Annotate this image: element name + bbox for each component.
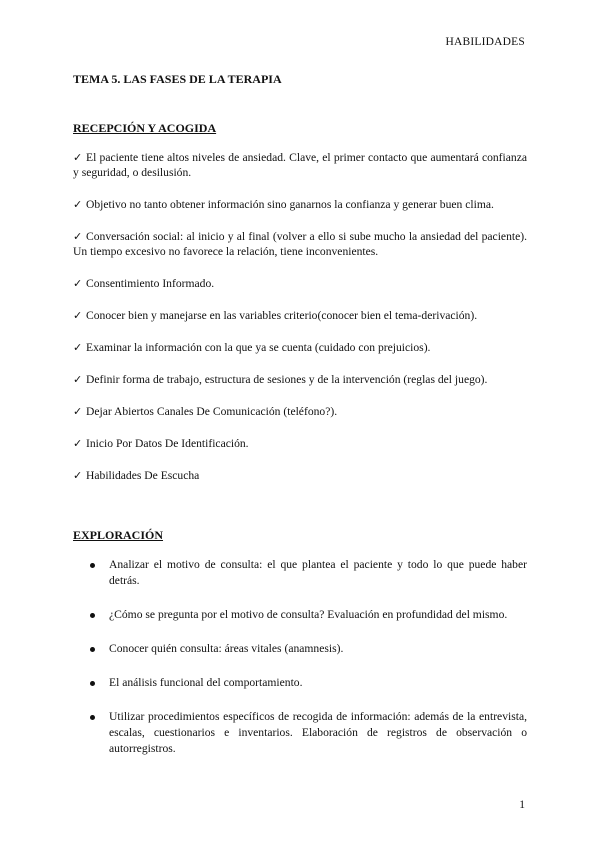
check-icon: ✓	[73, 309, 83, 322]
checklist-item-text: El paciente tiene altos niveles de ansiedad. Clave, el primer contacto que aumentará confianza y seguridad, o desilusión.	[73, 151, 527, 179]
checklist-item-text: Dejar Abiertos Canales De Comunicación (teléfono?).	[86, 405, 338, 418]
bullet-item-text: Analizar el motivo de consulta: el que plantea el paciente y todo lo que puede haber detrás.	[109, 558, 527, 587]
bullet-item-text: Conocer quién consulta: áreas vitales (anamnesis).	[109, 642, 344, 655]
checklist-item-text: Consentimiento Informado.	[86, 277, 215, 290]
checklist-item	[73, 229, 527, 259]
checklist-item	[73, 436, 527, 451]
section-heading-exploration: EXPLORACIÓN	[73, 528, 164, 542]
check-icon: ✓	[73, 277, 83, 290]
checklist-item	[73, 404, 527, 419]
checklist-item-text: Examinar la información con la que ya se cuenta (cuidado con prejuicios).	[86, 341, 431, 354]
bullet-icon	[90, 563, 95, 568]
checklist-item	[73, 197, 527, 212]
page-number: 1	[519, 799, 525, 811]
checklist-item-text: Conocer bien y manejarse en las variables criterio(conocer bien el tema-derivación).	[86, 309, 478, 322]
check-icon: ✓	[73, 405, 83, 418]
bullet-item	[73, 709, 527, 757]
bullet-item	[73, 607, 527, 623]
bullet-icon	[90, 715, 95, 720]
exploration-bullet-list	[73, 557, 527, 757]
page-content	[73, 72, 527, 775]
check-icon: ✓	[73, 151, 83, 164]
bullet-icon	[90, 681, 95, 686]
bullet-item	[73, 641, 527, 657]
checklist-item	[73, 340, 527, 355]
check-icon: ✓	[73, 198, 83, 211]
section-heading-reception: RECEPCIÓN Y ACOGIDA	[73, 121, 217, 135]
checklist-item	[73, 150, 527, 180]
checklist-item-text: Definir forma de trabajo, estructura de sesiones y de la intervención (reglas del juego).	[86, 373, 488, 386]
check-icon: ✓	[73, 341, 83, 354]
checklist-item-text: Habilidades De Escucha	[86, 469, 200, 482]
bullet-item	[73, 557, 527, 589]
check-icon: ✓	[73, 373, 83, 386]
checklist-item	[73, 276, 527, 291]
checklist-item-text: Objetivo no tanto obtener información sino ganarnos la confianza y generar buen clima.	[86, 198, 494, 211]
check-icon: ✓	[73, 469, 83, 482]
check-icon: ✓	[73, 230, 83, 243]
bullet-item-text: ¿Cómo se pregunta por el motivo de consulta? Evaluación en profundidad del mismo.	[109, 608, 508, 621]
bullet-icon	[90, 647, 95, 652]
document-title: TEMA 5. LAS FASES DE LA TERAPIA	[73, 72, 282, 86]
bullet-item-text: Utilizar procedimientos específicos de recogida de información: además de la entrevista, escalas, cuestionarios e inventarios. Elaboración de registros de observación o autorregistros.	[109, 710, 527, 755]
section-spacer	[73, 500, 527, 528]
check-icon: ✓	[73, 437, 83, 450]
checklist-item	[73, 372, 527, 387]
checklist-item	[73, 308, 527, 323]
bullet-icon	[90, 613, 95, 618]
running-header: HABILIDADES	[445, 36, 525, 48]
bullet-item-text: El análisis funcional del comportamiento.	[109, 676, 303, 689]
checklist-item-text: Inicio Por Datos De Identificación.	[86, 437, 249, 450]
reception-checklist	[73, 150, 527, 483]
checklist-item	[73, 468, 527, 483]
checklist-item-text: Conversación social: al inicio y al final (volver a ello si sube mucho la ansiedad del paciente). Un tiempo excesivo no favorece la relación, tiene inconvenientes.	[73, 230, 527, 258]
bullet-item	[73, 675, 527, 691]
